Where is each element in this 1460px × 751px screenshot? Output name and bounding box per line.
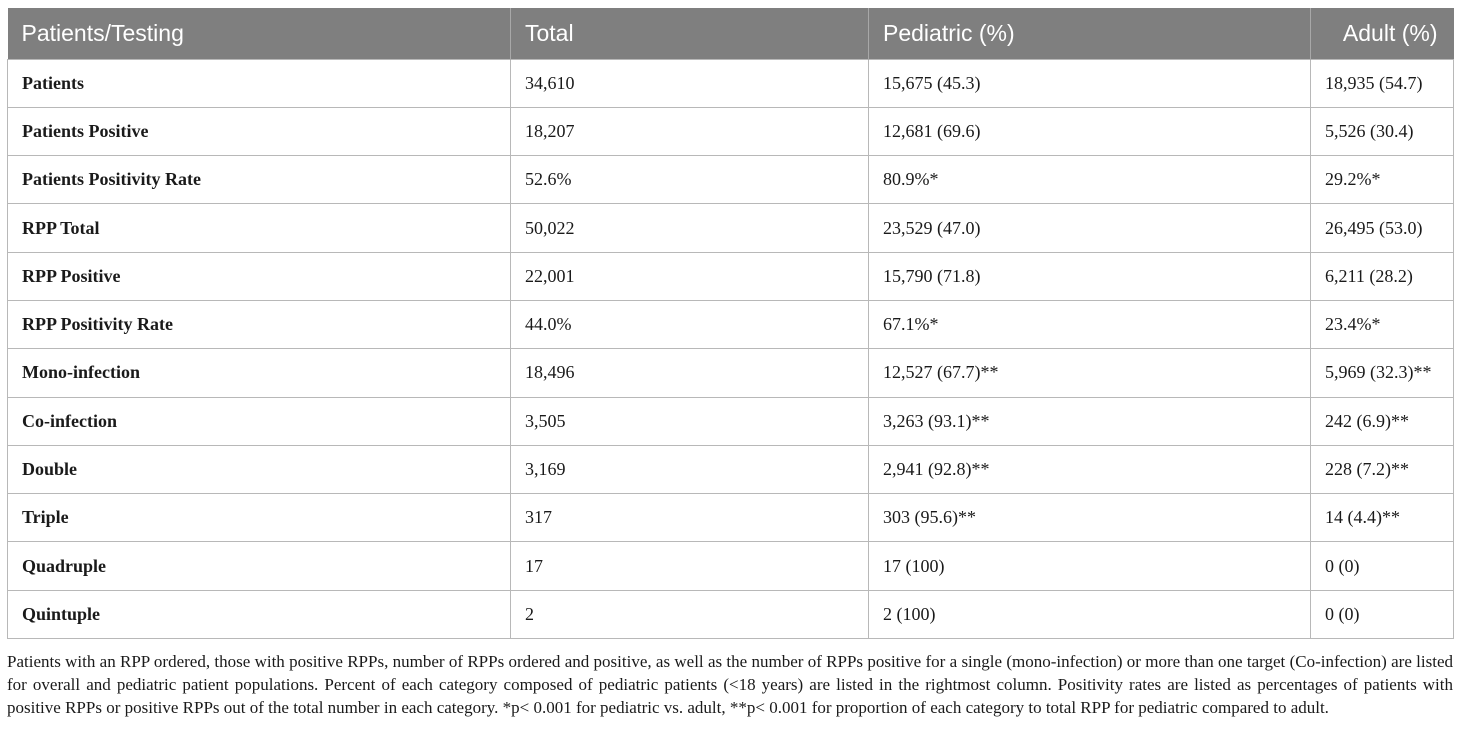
cell-pediatric: 2 (100) [869,590,1311,638]
cell-pediatric: 2,941 (92.8)** [869,445,1311,493]
table-row [8,59,1454,107]
cell-adult: 26,495 (53.0) [1311,204,1454,252]
table-row [8,590,1454,638]
header-row [8,8,1454,59]
column-header-total: Total [511,8,869,59]
cell-adult: 0 (0) [1311,542,1454,590]
table-body [8,59,1454,639]
cell-adult: 14 (4.4)** [1311,494,1454,542]
table-row [8,252,1454,300]
cell-pediatric: 303 (95.6)** [869,494,1311,542]
cell-total: 18,207 [511,107,869,155]
cell-total: 317 [511,494,869,542]
table-row [8,107,1454,155]
results-table-container [7,8,1453,639]
cell-category: Patients [8,59,511,107]
cell-category: RPP Positivity Rate [8,300,511,348]
cell-pediatric: 23,529 (47.0) [869,204,1311,252]
cell-adult: 29.2%* [1311,156,1454,204]
cell-adult: 5,526 (30.4) [1311,107,1454,155]
column-header-pediatric: Pediatric (%) [869,8,1311,59]
cell-adult: 6,211 (28.2) [1311,252,1454,300]
cell-adult: 5,969 (32.3)** [1311,349,1454,397]
cell-total: 52.6% [511,156,869,204]
cell-total: 3,505 [511,397,869,445]
cell-adult: 23.4%* [1311,300,1454,348]
cell-adult: 0 (0) [1311,590,1454,638]
cell-pediatric: 12,681 (69.6) [869,107,1311,155]
cell-category: Triple [8,494,511,542]
column-header-adult: Adult (%) [1311,8,1454,59]
cell-pediatric: 15,675 (45.3) [869,59,1311,107]
cell-total: 50,022 [511,204,869,252]
table-row [8,349,1454,397]
results-table [7,8,1454,639]
cell-total: 17 [511,542,869,590]
cell-category: Double [8,445,511,493]
table-row [8,397,1454,445]
cell-category: Patients Positive [8,107,511,155]
table-footnote: Patients with an RPP ordered, those with positive RPPs, number of RPPs ordered and positive, as well as the number of RPPs positive for a single (mono-infection) or more than one target (Co-infection) are listed for overall and pediatric patient populations. Percent of each category composed of pediatric patients (<18 years) are listed in the rightmost column. Positivity rates are listed as percentages of patients with positive RPPs or positive RPPs out of the total number in each category. *p< 0.001 for pediatric vs. adult, **p< 0.001 for proportion of each category to total RPP for pediatric compared to adult. [7,652,1453,717]
cell-category: Co-infection [8,397,511,445]
cell-category: Mono-infection [8,349,511,397]
cell-total: 3,169 [511,445,869,493]
table-row [8,542,1454,590]
cell-total: 44.0% [511,300,869,348]
cell-total: 22,001 [511,252,869,300]
cell-category: Quadruple [8,542,511,590]
table-row [8,204,1454,252]
cell-pediatric: 17 (100) [869,542,1311,590]
table-row [8,156,1454,204]
cell-pediatric: 12,527 (67.7)** [869,349,1311,397]
table-row [8,494,1454,542]
table-row [8,300,1454,348]
table-header [8,8,1454,59]
cell-adult: 18,935 (54.7) [1311,59,1454,107]
cell-total: 34,610 [511,59,869,107]
cell-adult: 242 (6.9)** [1311,397,1454,445]
cell-category: Patients Positivity Rate [8,156,511,204]
cell-total: 18,496 [511,349,869,397]
column-header-category: Patients/Testing [8,8,511,59]
cell-pediatric: 15,790 (71.8) [869,252,1311,300]
cell-category: Quintuple [8,590,511,638]
cell-category: RPP Total [8,204,511,252]
cell-pediatric: 80.9%* [869,156,1311,204]
cell-category: RPP Positive [8,252,511,300]
cell-pediatric: 3,263 (93.1)** [869,397,1311,445]
cell-pediatric: 67.1%* [869,300,1311,348]
table-row [8,445,1454,493]
cell-total: 2 [511,590,869,638]
cell-adult: 228 (7.2)** [1311,445,1454,493]
